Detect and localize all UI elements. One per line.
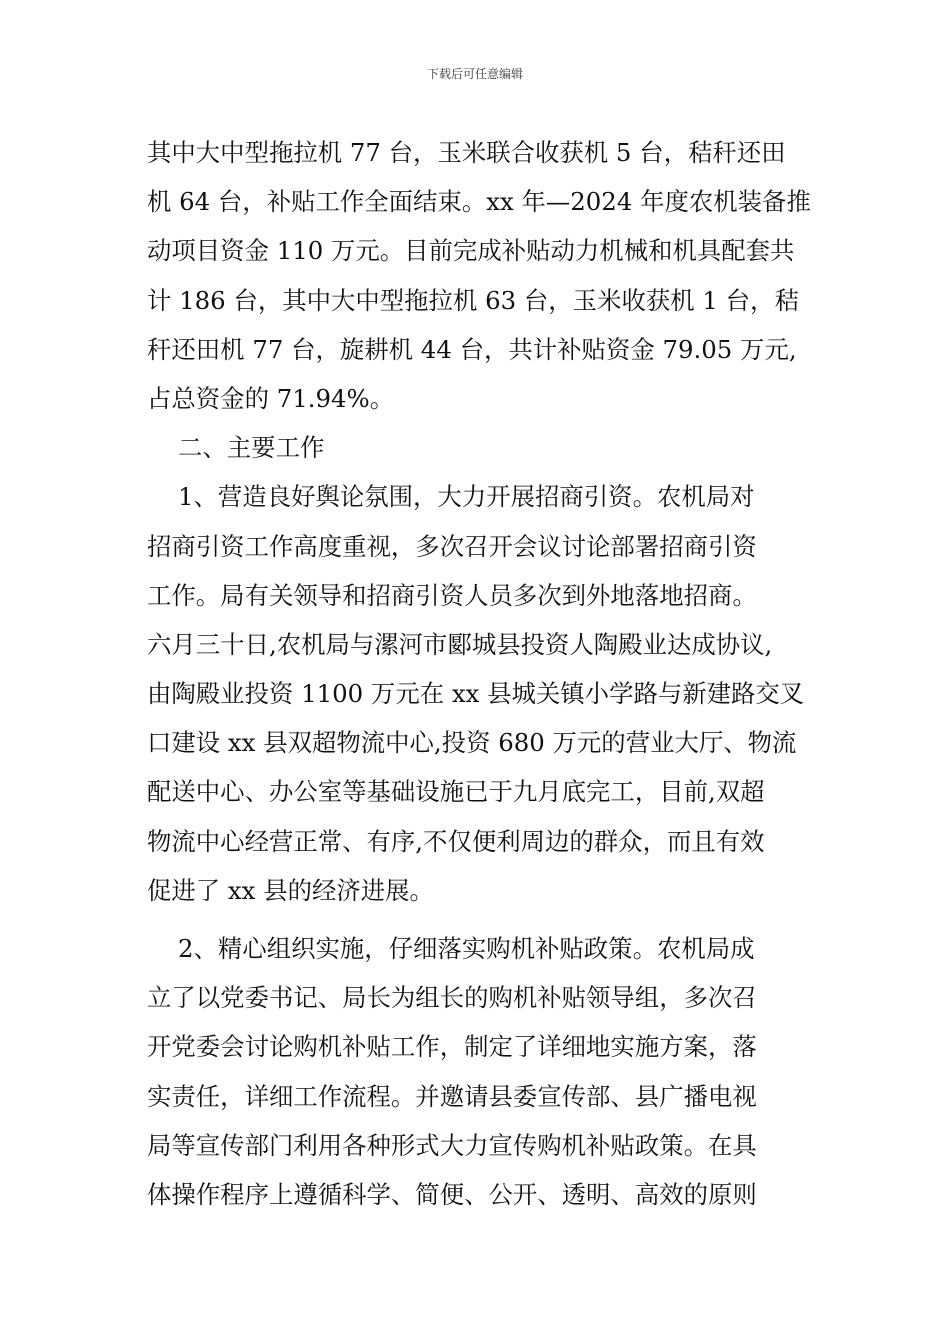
- text-line: 机 64 台，补贴工作全面结束。xx 年—2024 年度农机装备推: [147, 187, 811, 217]
- text-line: 实责任，详细工作流程。并邀请县委宣传部、县广播电视: [147, 1081, 757, 1111]
- text-line: 计 186 台，其中大中型拖拉机 63 台，玉米收获机 1 台，秸: [147, 285, 799, 315]
- text-line: 工作。局有关领导和招商引资人员多次到外地落地招商。: [147, 580, 757, 610]
- text-line: 配送中心、办公室等基础设施已于九月底完工，目前,双超: [147, 777, 765, 807]
- text-line: 其中大中型拖拉机 77 台，玉米联合收获机 5 台，秸秆还田: [147, 138, 786, 167]
- text-line: 促进了 xx 县的经济进展。: [147, 875, 434, 905]
- page-header: 下载后可任意编辑: [426, 67, 523, 81]
- text-line: 局等宣传部门利用各种形式大力宣传购机补贴政策。在具: [147, 1130, 757, 1160]
- text-line: 占总资金的 71.94%。: [147, 383, 395, 413]
- text-line: 1、营造良好舆论氛围，大力开展招商引资。农机局对: [147, 482, 755, 512]
- text-line: 体操作程序上遵循科学、简便、公开、透明、高效的原则: [147, 1179, 757, 1209]
- text-line: 秆还田机 77 台，旋耕机 44 台，共计补贴资金 79.05 万元,: [147, 334, 797, 364]
- text-line: 立了以党委书记、局长为组长的购机补贴领导组，多次召: [147, 983, 757, 1013]
- text-line: 口建设 xx 县双超物流中心,投资 680 万元的营业大厅、物流: [147, 728, 797, 758]
- text-line: 六月三十日,农机局与漯河市郾城县投资人陶殿业达成协议,: [147, 629, 773, 659]
- document-body: [147, 128, 815, 1219]
- paragraph-gap: [147, 915, 815, 924]
- text-line: 动项目资金 110 万元。目前完成补贴动力机械和机具配套共: [147, 236, 795, 266]
- text-line: 2、精心组织实施，仔细落实购机补贴政策。农机局成: [147, 934, 755, 963]
- text-line: 由陶殿业投资 1100 万元在 xx 县城关镇小学路与新建路交叉: [147, 679, 805, 709]
- section-heading: 二、主要工作: [147, 433, 325, 463]
- text-line: 招商引资工作高度重视，多次召开会议讨论部署招商引资: [147, 531, 757, 561]
- text-line: 开党委会讨论购机补贴工作，制定了详细地实施方案，落: [147, 1032, 757, 1062]
- text-line: 物流中心经营正常、有序,不仅便利周边的群众，而且有效: [147, 826, 765, 856]
